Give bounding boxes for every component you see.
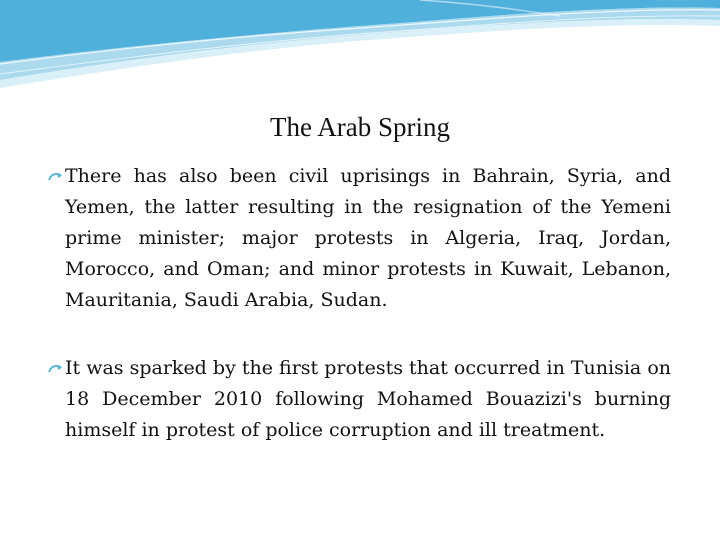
slide-title-text: The Arab Spring <box>270 112 450 142</box>
curved-arrow-bullet-icon <box>47 363 64 375</box>
bullet-text: It was sparked by the first protests that occurred in Tunisia on 18 December 2010 following Mohamed Bouazizi's burning himself in protest of police corruption and ill treatment. <box>65 357 671 441</box>
bullet-list <box>47 161 671 446</box>
bullet-text: There has also been civil uprisings in Bahrain, Syria, and Yemen, the latter resulting in the resignation of the Yemeni prime minister; major protests in Algeria, Iraq, Jordan, Morocco, and Oman; and minor protests in Kuwait, Lebanon, Mauritania, Saudi Arabia, Sudan. <box>65 165 671 311</box>
slide-title <box>0 112 720 143</box>
header-wave-decoration <box>0 0 720 90</box>
curved-arrow-bullet-icon <box>47 171 64 183</box>
bullet-item <box>47 161 671 316</box>
bullet-item <box>47 353 671 446</box>
